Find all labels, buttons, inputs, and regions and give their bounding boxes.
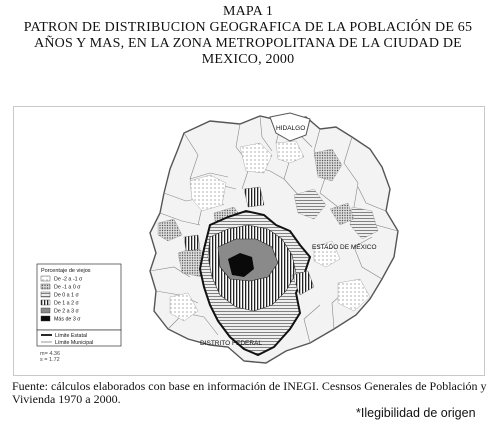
legend-label-1: De -2 a -1 σ	[54, 276, 83, 283]
label-estado-de-mexico: ESTADO DE MÉXICO	[312, 244, 377, 251]
map-frame	[13, 106, 485, 376]
source-note: Fuente: cálculos elaborados con base en información de INEGI. Cesnsos Generales de Población y Vivienda 1970 a 2000.	[12, 379, 487, 406]
legend-label-6: Más de 3 σ	[54, 316, 81, 323]
map-title-line-2: AÑOS Y MAS, EN LA ZONA METROPOLITANA DE LA CIUDAD DE	[34, 36, 462, 51]
legend-swatch-2	[41, 284, 50, 289]
legend	[37, 264, 121, 346]
map-number: MAPA 1	[222, 4, 274, 19]
legend-swatch-5	[41, 308, 50, 313]
map-title-line-3: MEXICO, 2000	[201, 52, 295, 67]
legend-swatch-1	[41, 276, 50, 281]
legend-label-5: De 2 a 3 σ	[54, 308, 79, 315]
stat-sd: s = 1.72	[40, 357, 60, 363]
legend-label-2: De -1 a 0 σ	[54, 284, 81, 291]
legend-title: Porcentaje de viejos	[41, 268, 91, 274]
stat-mean: m= 4.36	[40, 351, 61, 357]
metropolitan-map	[14, 107, 484, 375]
legend-label-4: De 1 a 2 σ	[54, 300, 79, 307]
legend-swatch-6	[41, 316, 50, 321]
legend-swatch-3	[41, 292, 50, 297]
illegibility-note: *Ilegibilidad de origen	[356, 406, 476, 420]
legend-swatch-4	[41, 300, 50, 305]
legend-label-3: De 0 a 1 σ	[54, 292, 79, 299]
label-hidalgo: HIDALGO	[276, 125, 306, 132]
legend-state-limit: Límite Estatal	[55, 333, 88, 339]
label-distrito-federal: DISTRITO FEDERAL	[200, 340, 263, 347]
map-title-line-1: PATRON DE DISTRIBUCION GEOGRAFICA DE LA POBLACIÓN DE 65	[23, 20, 473, 35]
legend-municipal-limit: Límite Municipal	[55, 340, 94, 346]
